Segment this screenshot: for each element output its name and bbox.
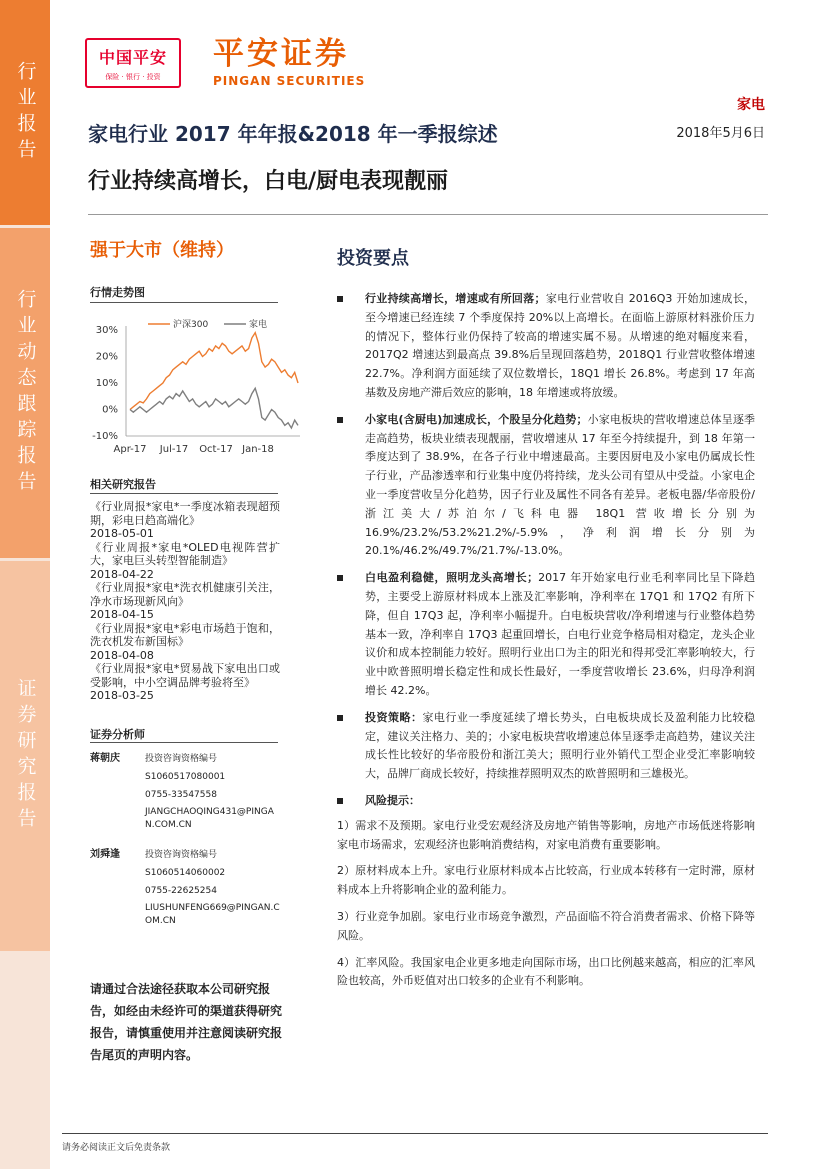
analyst-license-label: 投资咨询资格编号 [145,754,218,764]
analyst-phone: 0755-22625254 [145,886,217,896]
sector-label: 家电 [737,97,765,113]
investment-point [337,569,755,701]
analyst-name: 蒋朝庆 [90,753,120,764]
securities-logo-cn: 平安证券 [213,36,349,72]
rating: 强于大市（维持） [90,240,234,261]
related-report-title[interactable]: 《行业周报*家电*贸易战下家电出口或受影响，中小空调品牌考验将至》 [90,662,280,689]
sidebar-report-category: 行业动态跟踪报告 [0,228,50,558]
footer-disclaimer: 请务必阅读正文后免责条款 [62,1143,171,1153]
chart-y-tick-label: 20% [95,351,118,363]
sidebar-report-type: 行业报告 [0,0,50,225]
analyst-card [90,846,282,936]
related-reports-divider [90,493,278,494]
point-lead: 投资策略： [365,710,423,724]
market-trend-chart [88,310,308,460]
risk-item: 4）汇率风险。我国家电企业更多地走向国际市场，出口比例越来越高，相应的汇率风险也较高，外币贬值对出口较多的企业有不利影响。 [337,955,755,988]
analyst-email[interactable]: LIUSHUNFENG669@PINGAN.COM.CN [145,903,280,926]
related-report-title[interactable]: 《行业周报*家电*洗衣机健康引关注，净水市场现新风向》 [90,581,280,608]
point-text: 家电行业一季度延续了增长势头，白电板块成长及盈利能力比较稳定，建议关注格力、美的；小家电板块营收增速总体呈逐季走高趋势，建议关注成长性比较好的华帝股份和浙江美大；照明行业外销代工型企业受汇率影响较大，品牌厂商成长较好，持续推荐照明双杰的欧普照明和三雄极光。 [365,710,756,781]
point-text: 家电行业营收自 2016Q3 开始加速成长，至今增速已经连续 7 个季度保持 20%以上高增长。在面临上游原材料涨价压力的情况下，整体行业仍保持了较高的增速实属不易。从增速的绝对幅度来看，2017Q2 增速达到最高点 39.8%后呈现回落趋势，2018Q1 行业营收整体增速 22.7%。净利润方面延续了双位数增长，18Q1 增长 26.8%。考虑到 17 年高基数及房地产滞后效应的影响，18 年增速或将放缓。 [365,292,755,399]
point-lead: 白电盈利稳健，照明龙头高增长； [365,571,539,585]
point-text: 2017 年开始家电行业毛利率同比呈下降趋势，主要受上游原材料成本上涨及汇率影响，净利率在 17Q1 和 17Q2 有所下降，但自 17Q3 起，净利率小幅提升。白电板块营收/净利增速与行业整体趋势基本一致，净利率自 17Q3 起重回增长，白电行业竞争格局相对稳定，龙头企业议价和成本控制能力较好。照明行业出口为主的阳光和得邦受汇率影响较大，行业中欧普照明增长稳定性和成长性最好，一季度营收增长 23.6%，归母净利润增长 42.2%。 [365,571,755,697]
analyst-name: 刘舜逢 [90,849,120,860]
related-report-title[interactable]: 《行业周报*家电*OLED电视阵营扩大，家电巨头转型智能制造》 [90,540,280,567]
report-title: 家电行业 2017 年年报&2018 年一季报综述 [88,122,498,146]
bullet-square-icon [337,417,343,423]
related-reports-heading: 相关研究报告 [90,478,156,491]
chart-heading: 行情走势图 [90,286,145,299]
analyst-license-label: 投资咨询资格编号 [145,850,218,860]
related-report-date: 2018-04-08 [90,648,154,662]
related-report-date: 2018-04-22 [90,567,154,581]
investment-point [337,290,755,403]
left-sidebar [0,0,50,1169]
analyst-phone: 0755-33547558 [145,790,217,800]
investment-point [337,709,755,784]
footer-divider [62,1133,768,1134]
sidebar-report-class: 证券研究报告 [0,561,50,951]
risk-item: 3）行业竞争加剧。家电行业市场竞争激烈，产品面临不符合消费者需求、价格下降等风险。 [337,909,755,942]
risk-heading: 风险提示： [337,792,755,811]
related-report-date: 2018-04-15 [90,608,154,621]
investment-body [337,290,755,999]
ping-an-logo [85,38,181,88]
ping-an-logo-sub: 保险 · 银行 · 投资 [105,72,161,81]
bullet-square-icon [337,575,343,581]
risk-item: 1）需求不及预期。家电行业受宏观经济及房地产销售等影响，房地产市场低迷将影响家电市场需求，宏观经济也影响消费结构，对家电消费有重要影响。 [337,818,755,851]
chart-heading-divider [90,302,278,303]
analyst-card [90,750,282,840]
point-lead: 行业持续高增长，增速或有所回落； [365,292,546,305]
related-reports-list [90,500,280,703]
related-report-title[interactable]: 《行业周报*家电*彩电市场趋于饱和，洗衣机发布新国标》 [90,621,280,648]
bullet-square-icon [337,715,343,721]
chart-series-line-appliance [130,388,298,428]
chart-x-tick-label: Oct-17 [199,444,233,455]
header-divider [88,214,768,215]
related-report-date: 2018-03-25 [90,689,154,702]
chart-legend-label: 沪深300 [173,320,209,330]
related-report-date: 2018-05-01 [90,527,154,540]
point-text: 小家电板块的营收增速总体呈逐季走高趋势，板块业绩表现靓丽，营收增速从 17 年至今持续提升，到 18 年第一季度达到了 38.9%，在各子行业中增速最高。主要因厨电及小家电仍属成长性子行业，产品渗透率和行业集中度仍将持续，龙头公司有望从中受益。小家电企业一季度营收呈分化趋势，因子行业及属性不同各有差异。老板电器/华帝股份/浙江美大/苏泊尔/飞科电器 18Q1 营收增长分别为 16.9%/23.2%/53.2%21.2%/-5.9%，净利润增长分别为 20.1%/46.2%/49.7%/21.7%/-13.0%。 [365,412,755,558]
chart-x-tick-label: Jul-17 [159,444,189,455]
investment-heading: 投资要点 [337,248,409,269]
analyst-license: S1060517080001 [145,772,226,782]
analysts-heading: 证券分析师 [90,728,145,741]
chart-legend-label: 家电 [249,320,268,330]
report-subtitle: 行业持续高增长，白电/厨电表现靓丽 [88,169,449,194]
bullet-square-icon [337,798,343,804]
chart-series-line-hs300 [130,333,298,410]
chart-y-tick-label: -10% [92,431,118,442]
securities-logo-en: PINGAN SECURITIES [213,74,366,88]
point-lead: 小家电(含厨电)加速成长，个股呈分化趋势； [365,412,588,426]
report-date: 2018年5月6日 [676,126,765,141]
chart-x-tick-label: Apr-17 [113,444,147,455]
analyst-email[interactable]: JIANGCHAOQING431@PINGAN.COM.CN [145,807,274,830]
chart-y-tick-label: 10% [95,378,118,389]
analysts-divider [90,742,278,743]
bullet-square-icon [337,296,343,302]
chart-y-tick-label: 30% [95,325,118,336]
investment-point [337,411,755,561]
chart-x-tick-label: Jan-18 [242,444,274,455]
related-report-title[interactable]: 《行业周报*家电*一季度冰箱表现超预期，彩电日趋高端化》 [90,500,280,527]
chart-y-tick-label: 0% [102,404,118,416]
ping-an-logo-text: 中国平安 [98,47,167,67]
analyst-license: S1060514060002 [145,868,226,878]
ping-an-securities-logo [213,36,365,88]
risk-item: 2）原材料成本上升。家电行业原材料成本占比较高，行业成本转移有一定时滞，原材料成本上升将影响企业的盈利能力。 [337,864,755,897]
legal-notice: 请通过合法途径获取本公司研究报告，如经由未经许可的渠道获得研究报告，请慎重使用并注意阅读研究报告尾页的声明内容。 [90,982,283,1062]
